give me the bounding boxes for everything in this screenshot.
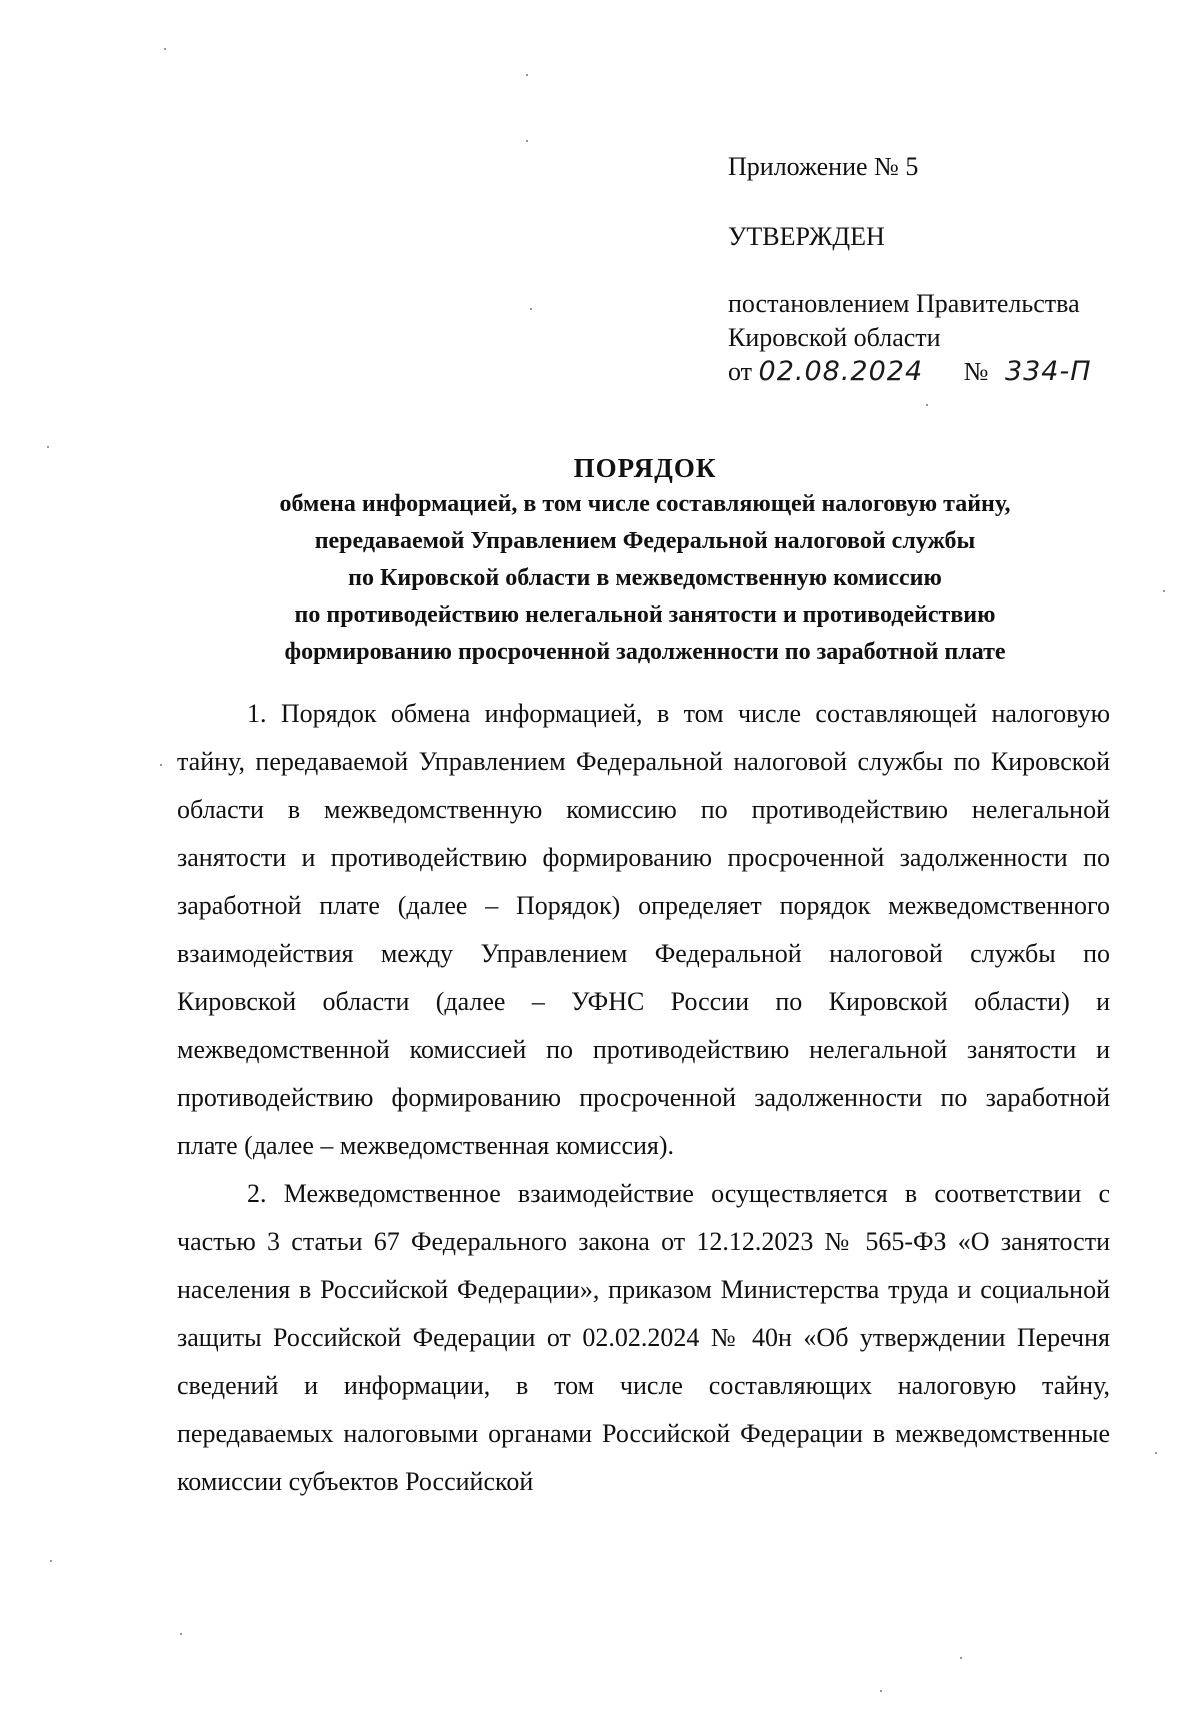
scan-speck (47, 446, 49, 448)
scan-speck (530, 308, 532, 310)
title-line-4: по противодействию нелегальной занятости и противодействию (294, 602, 996, 628)
handwritten-number: 334-П (1004, 356, 1092, 387)
date-prefix: от (728, 357, 753, 386)
scan-speck (164, 48, 166, 50)
scan-speck (180, 1633, 182, 1635)
decree-line-1: постановлением Правительства (728, 289, 1080, 318)
handwritten-date: 02.08.2024 (758, 356, 924, 387)
paragraph-1: 1. Порядок обмена информацией, в том числе составляющей налоговую тайну, передаваемой Управлением Федеральной налоговой службы по Кировской области в межведомственную комиссию по противодействию нелегальной занятости и противодействию формированию просроченной задолженности по заработной плате (далее – Порядок) определяет порядок межведомственного взаимодействия между Управлением Федеральной налоговой службы по Кировской области (далее – УФНС России по Кировской области) и межведомственной комиссией по противодействию нелегальной занятости и противодействию формированию просроченной задолженности по заработной плате (далее – межведомственная комиссия). (177, 699, 1110, 1160)
title-line-5: формированию просроченной задолженности по заработной плате (284, 639, 1006, 665)
appendix-number: Приложение № 5 (728, 152, 919, 181)
decree-date-row (728, 355, 1092, 389)
approval-stamp-text: УТВЕРЖДЕН (728, 222, 885, 251)
title-main: ПОРЯДОК (573, 453, 717, 483)
scan-speck (526, 74, 528, 76)
title-line-1: обмена информацией, в том числе составляющей налоговую тайну, (279, 491, 1011, 517)
title-line-3: по Кировской области в межведомственную комиссию (348, 565, 942, 591)
scan-speck (960, 1657, 962, 1659)
document-body (177, 690, 1110, 1506)
scan-speck (526, 140, 528, 142)
title-line-2: передаваемой Управлением Федеральной налоговой службы (314, 528, 976, 554)
scan-speck (50, 1560, 52, 1562)
decree-line-2: Кировской области (728, 323, 941, 352)
document-title (150, 450, 1140, 671)
decree-reference (728, 287, 1092, 389)
number-label: № (963, 357, 989, 386)
paragraph-2: 2. Межведомственное взаимодействие осуществляется в соответствии с частью 3 статьи 67 Федерального закона от 12.12.2023 № 565-ФЗ «О занятости населения в Российской Федерации», приказом Министерства труда и социальной защиты Российской Федерации от 02.02.2024 № 40н «Об утверждении Перечня сведений и информации, в том числе составляющих налоговую тайну, передаваемых налоговыми органами Российской Федерации в межведомственные комиссии субъектов Российской (177, 1179, 1110, 1496)
scan-speck (926, 404, 928, 406)
scan-speck (1163, 590, 1165, 592)
scan-speck (1155, 1452, 1157, 1454)
scan-speck (160, 764, 162, 766)
scan-speck (880, 1690, 882, 1692)
